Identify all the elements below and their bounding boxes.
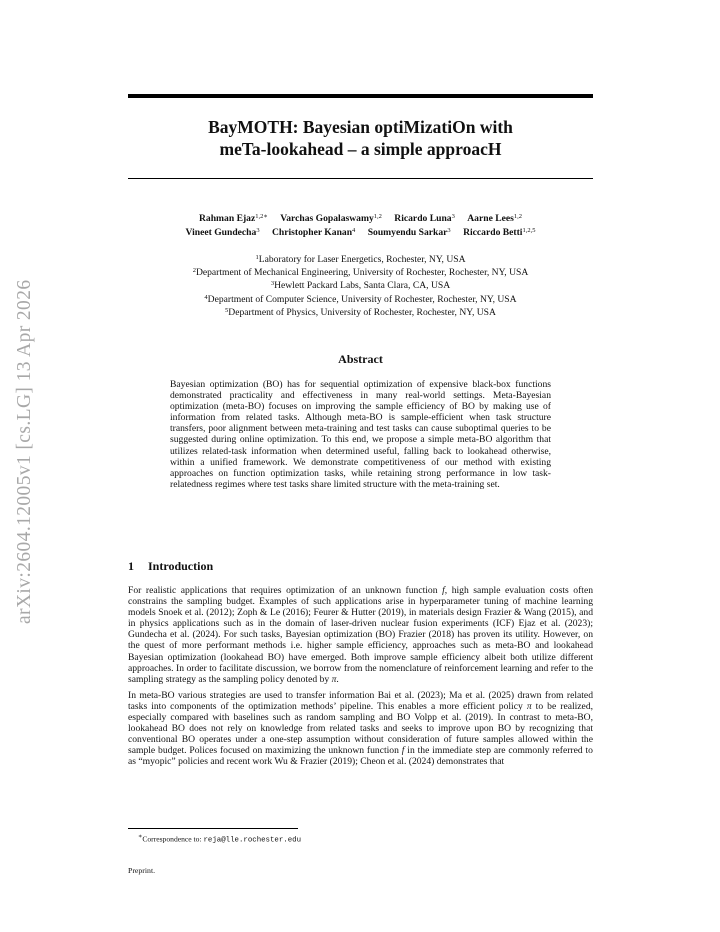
author-row-1 — [128, 211, 593, 225]
paragraph: For realistic applications that requires optimization of an unknown function f, high sample evaluation costs often constrains the sampling budget. Examples of such applications arise in hyperparameter tuning of machine learning models Snoek et al. (2012); Zoph & Le (2016); Feurer & Hutter (2019), in materials design Frazier & Wang (2015), and in physics applications such as in the domain of laser-driven nuclear fusion experiments (ICF) Ejaz et al. (2023); Gundecha et al. (2024). For such tasks, Bayesian optimization (BO) Frazier (2018) has proven its utility. However, on the quest of more performant methods i.e. higher sample efficiency, approaches such as meta-BO and lookahead Bayesian optimization (lookahead BO) have emerged. Both improve sample efficiency albeit both utilize different approaches. In order to facilitate discussion, we borrow from the nomenclature of reinforcement learning and refer to the sampling strategy as the sampling policy denoted by π. — [128, 585, 593, 685]
author: Soumyendu Sarkar$^3$ — [367, 227, 451, 238]
arxiv-identifier: arXiv:2604.12005v1 [cs.LG] 13 Apr 2026 — [14, 279, 35, 625]
author: Varchas Gopalaswamy$^{1,2}$ — [280, 213, 382, 224]
abstract-text: Bayesian optimization (BO) has for sequential optimization of expensive black-box functions demonstrated practicality and effectiveness in many real-world settings. Meta-Bayesian optimization (meta-BO) focuses on improving the sample efficiency of BO by making use of information from related tasks. Although meta-BO is sample-efficient when task structure transfers, poor alignment between meta-training and test tasks can cause suboptimal queries to be suggested during online optimization. To this end, we propose a simple meta-BO algorithm that utilizes related-task information when determined useful, falling back to lookahead otherwise, within a unified framework. We demonstrate competitiveness of our method with existing approaches on function optimization tasks, while retaining strong performance in low task-relatedness regimes where test tasks share limited structure with the meta-training set. — [170, 379, 551, 490]
author-row-2 — [128, 225, 593, 239]
paper-title — [128, 116, 593, 160]
title-line-2: meTa-lookahead – a simple approacH — [219, 139, 502, 159]
affiliation: $^2$Department of Mechanical Engineering, University of Rochester, Rochester, NY, USA — [192, 267, 529, 279]
title-rule-bottom — [128, 178, 593, 179]
footnote-rule — [128, 828, 298, 829]
author: Ricardo Luna$^3$ — [394, 213, 455, 224]
affiliation: $^3$Hewlett Packard Labs, Santa Clara, CA, USA — [270, 280, 451, 292]
affiliation: $^5$Department of Physics, University of Rochester, Rochester, NY, USA — [225, 306, 496, 318]
section-title: Introduction — [148, 559, 214, 573]
title-line-1: BayMOTH: Bayesian optiMizatiOn with — [208, 117, 513, 137]
paragraph: In meta-BO various strategies are used to transfer information Bai et al. (2023); Ma et al. (2025) drawn from related tasks into components of the optimization methods’ pipeline. This enables a more efficient policy π to be realized, especially compared with baselines such as random sampling and BO Volpp et al. (2019). In contrast to meta-BO, lookahead BO does not rely on knowledge from related tasks and seeks to improve upon BO by recognizing that conventional BO operates under a one-step assumption without consideration of future samples allowed within the sample budget. Polices focused on maximizing the unknown function f in the immediate step are commonly referred to as “myopic” policies and recent work Wu & Frazier (2019); Cheon et al. (2024) demonstrates that — [128, 689, 594, 768]
preprint-label: Preprint. — [128, 866, 156, 875]
affiliation: $^1$Laboratory for Laser Energetics, Rochester, NY, USA — [255, 254, 466, 265]
correspondence-email: reja@lle.rochester.edu — [203, 836, 302, 845]
section-number: 1 — [128, 559, 134, 573]
author: Christopher Kanan$^4$ — [271, 227, 356, 238]
section-body — [128, 585, 593, 773]
abstract-heading: Abstract — [338, 352, 383, 366]
author: Riccardo Betti$^{1,2,5}$ — [463, 227, 536, 238]
author: Rahman Ejaz$^{1,2∗}$ — [199, 213, 268, 224]
footnote: ∗Correspondence to: reja@lle.rochester.edu — [138, 833, 302, 845]
author: Aarne Lees$^{1,2}$ — [467, 213, 522, 224]
author-list — [128, 211, 593, 239]
affiliation: $^4$Department of Computer Science, University of Rochester, Rochester, NY, USA — [204, 293, 517, 305]
affiliation-list — [128, 252, 593, 318]
title-rule-top — [128, 94, 593, 98]
section-heading — [128, 559, 593, 574]
author: Vineet Gundecha$^3$ — [185, 227, 260, 238]
